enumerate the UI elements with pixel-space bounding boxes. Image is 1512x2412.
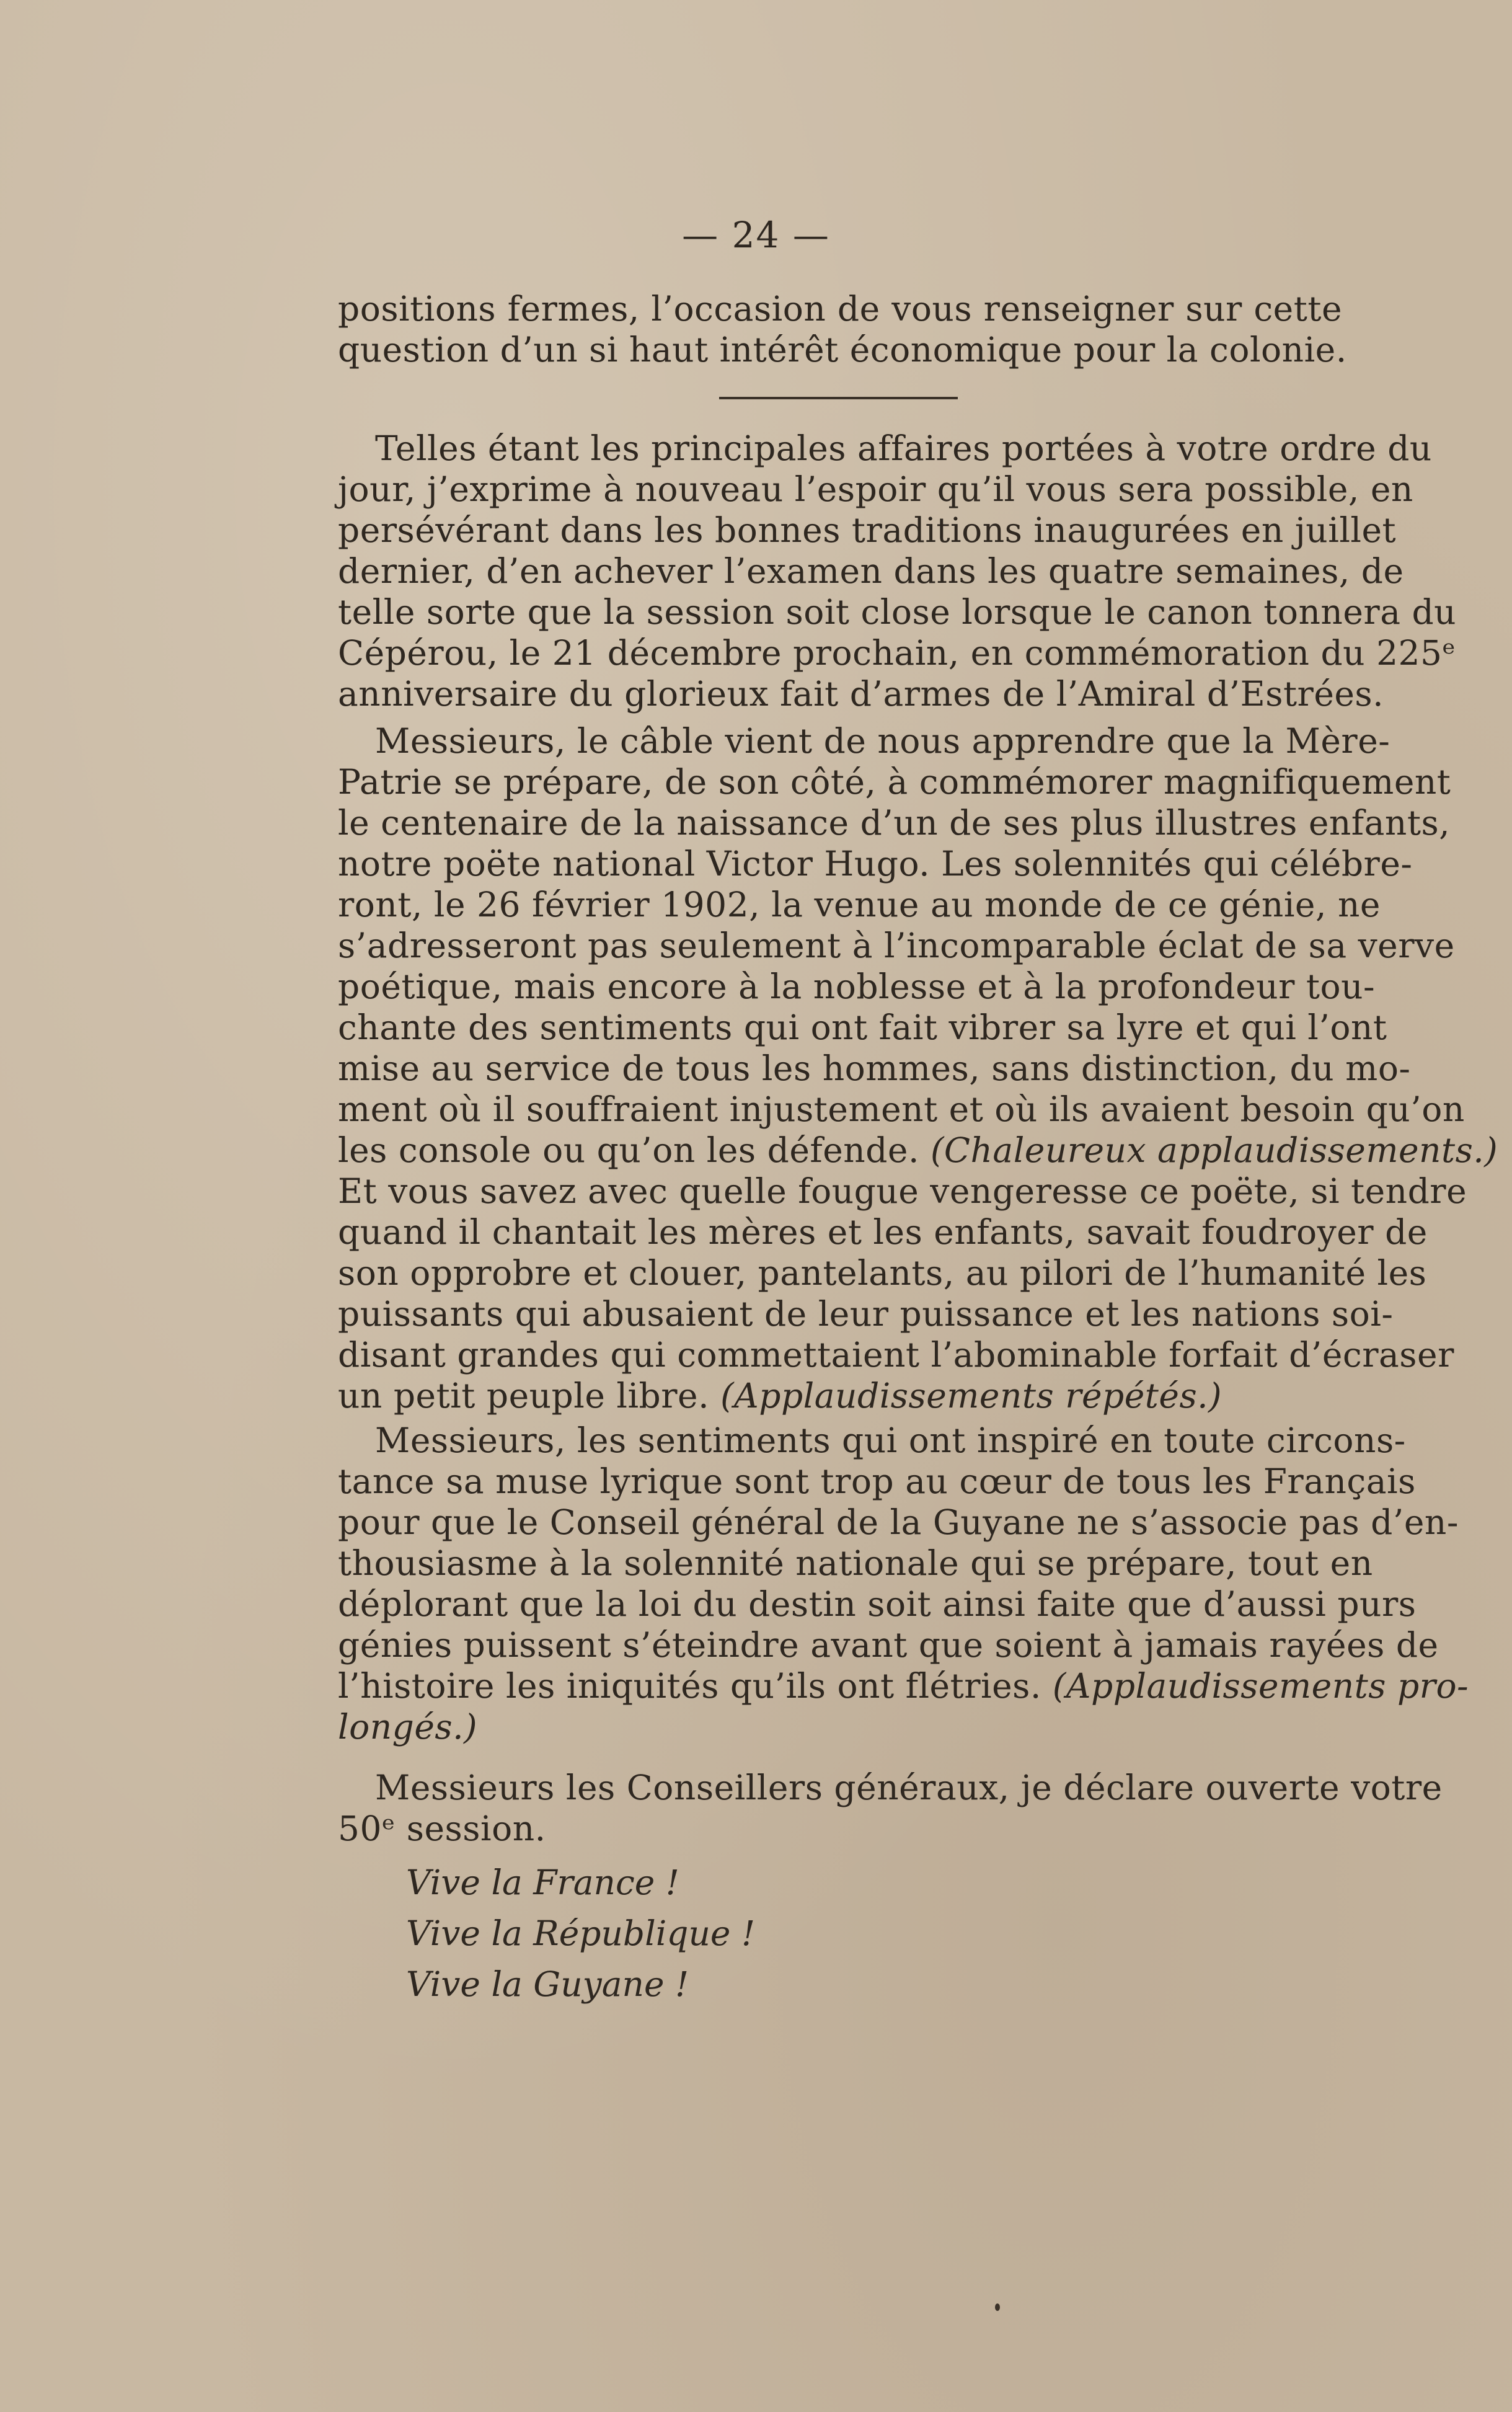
text-line: puissants qui abusaient de leur puissance et les nations soi- (338, 1294, 1394, 1334)
text-line: déplorant que la loi du destin soit ainsi faite que d’aussi purs (338, 1584, 1417, 1624)
text-line: tance sa muse lyrique sont trop au cœur de tous les Français (338, 1461, 1416, 1501)
text-line: le centenaire de la naissance d’un de ses plus illustres enfants, (338, 803, 1451, 843)
text-line: Patrie se prépare, de son côté, à commémorer magnifiquement (338, 762, 1451, 802)
text-line: notre poëte national Victor Hugo. Les solennités qui célébre- (338, 844, 1413, 884)
text-line: mise au service de tous les hommes, sans distinction, du mo- (338, 1049, 1411, 1088)
text-line: s’adresseront pas seulement à l’incomparable éclat de sa verve (338, 926, 1455, 965)
text-line: poétique, mais encore à la noblesse et à la profondeur tou- (338, 967, 1376, 1006)
text-line: chante des sentiments qui ont fait vibrer sa lyre et qui l’ont (338, 1008, 1387, 1047)
text-fragment: les console ou qu’on les défende. (338, 1130, 919, 1170)
text-line-with-applause (338, 1375, 1342, 1416)
text-line: Messieurs, les sentiments qui ont inspiré en toute circons- (375, 1421, 1406, 1460)
text-fragment: un petit peuple libre. (338, 1376, 710, 1416)
paragraph-2 (338, 428, 1457, 714)
text-line: question d’un si haut intérêt économique pour la colonie. (338, 330, 1347, 370)
applause-note: (Chaleureux applaudissements.) (930, 1130, 1498, 1170)
text-line-with-applause (338, 1130, 1498, 1171)
page-number: — 24 — (682, 214, 830, 256)
text-line: dernier, d’en achever l’examen dans les quatre semaines, de (338, 551, 1404, 591)
text-line (338, 1706, 1342, 1747)
text-fragment: l’histoire les iniquités qu’ils ont flétries. (338, 1666, 1041, 1706)
closing-line: Vive la Guyane ! (406, 1964, 689, 2004)
text-line: jour, j’exprime à nouveau l’espoir qu’il vous sera possible, en (338, 469, 1413, 509)
paragraph-5 (338, 1767, 1443, 1849)
applause-note: (Applaudissements pro- (1052, 1666, 1469, 1706)
ink-speck (995, 2303, 1000, 2311)
text-line: quand il chantait les mères et les enfants, savait foudroyer de (338, 1212, 1428, 1252)
text-line: Messieurs, le câble vient de nous apprendre que la Mère- (375, 721, 1390, 761)
section-divider (719, 397, 958, 399)
applause-note: longés.) (338, 1707, 478, 1747)
text-line: Cépérou, le 21 décembre prochain, en commémoration du 225ᵉ (338, 633, 1456, 673)
text-line-with-applause (338, 1665, 1469, 1706)
text-line: Et vous savez avec quelle fougue vengeresse ce poëte, si tendre (338, 1171, 1467, 1211)
text-line: son opprobre et clouer, pantelants, au pilori de l’humanité les (338, 1253, 1427, 1293)
text-line: disant grandes qui commettaient l’abominable forfait d’écraser (338, 1335, 1454, 1375)
text-line: thousiasme à la solennité nationale qui se prépare, tout en (338, 1543, 1373, 1583)
paragraph-4 (338, 1420, 1469, 1747)
closing-line: Vive la France ! (406, 1863, 679, 1902)
applause-note: (Applaudissements répétés.) (720, 1376, 1222, 1416)
text-line: anniversaire du glorieux fait d’armes de l’Amiral d’Estrées. (338, 674, 1384, 714)
text-line: ront, le 26 février 1902, la venue au monde de ce génie, ne (338, 885, 1381, 924)
closing-line: Vive la République ! (406, 1913, 756, 1953)
text-line: 50ᵉ session. (338, 1809, 546, 1848)
text-line: génies puissent s’éteindre avant que soient à jamais rayées de (338, 1625, 1439, 1665)
paragraph-3 (338, 720, 1498, 1416)
text-line: persévérant dans les bonnes traditions inaugurées en juillet (338, 510, 1397, 550)
text-line: ment où il souffraient injustement et où ils avaient besoin qu’on (338, 1089, 1465, 1129)
text-line: positions fermes, l’occasion de vous renseigner sur cette (338, 289, 1342, 329)
text-line: Messieurs les Conseillers généraux, je déclare ouverte votre (375, 1768, 1443, 1807)
text-line: Telles étant les principales affaires portées à votre ordre du (375, 428, 1432, 468)
text-line: pour que le Conseil général de la Guyane ne s’associe pas d’en- (338, 1502, 1459, 1542)
paragraph-1 (338, 288, 1347, 370)
text-line: telle sorte que la session soit close lorsque le canon tonnera du (338, 592, 1457, 632)
closing-exclamations (406, 1857, 755, 2010)
